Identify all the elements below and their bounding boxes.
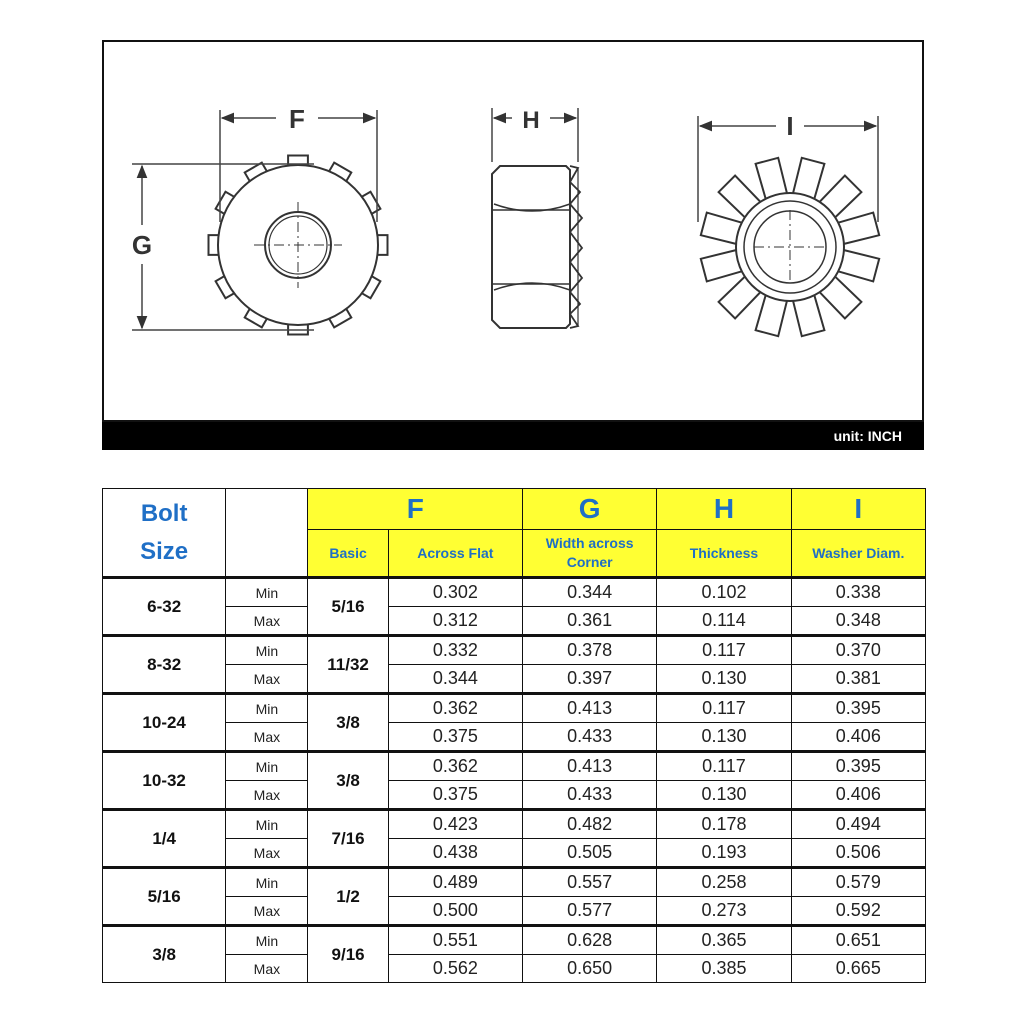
h-min-cell: 0.178 [657, 810, 791, 839]
max-label-cell: Max [226, 665, 308, 694]
bolt-size-cell: 8-32 [103, 636, 226, 694]
table-row [103, 926, 926, 955]
h-max-cell: 0.273 [657, 897, 791, 926]
max-label-cell: Max [226, 607, 308, 636]
dimension-label-h: H [522, 107, 540, 134]
f-min-cell: 0.489 [388, 868, 522, 897]
bolt-size-cell: 1/4 [103, 810, 226, 868]
i-min-cell: 0.370 [791, 636, 925, 665]
h-max-cell: 0.130 [657, 781, 791, 810]
h-max-cell: 0.385 [657, 955, 791, 983]
min-label-cell: Min [226, 810, 308, 839]
i-min-cell: 0.338 [791, 578, 925, 607]
table-row [103, 636, 926, 665]
side-view-drawing [492, 166, 582, 328]
g-max-cell: 0.361 [523, 607, 657, 636]
header-bolt-size [103, 489, 226, 578]
h-min-cell: 0.258 [657, 868, 791, 897]
min-label-cell: Min [226, 578, 308, 607]
i-max-cell: 0.406 [791, 723, 925, 752]
header-row-letters [103, 489, 926, 530]
g-max-cell: 0.433 [523, 781, 657, 810]
g-min-cell: 0.482 [523, 810, 657, 839]
h-min-cell: 0.117 [657, 636, 791, 665]
basic-size-cell: 7/16 [308, 810, 388, 868]
header-bolt-size-line2: Size [140, 537, 189, 565]
g-min-cell: 0.413 [523, 752, 657, 781]
dimensions-table [102, 488, 926, 983]
i-min-cell: 0.395 [791, 752, 925, 781]
g-min-cell: 0.557 [523, 868, 657, 897]
header-g: G [523, 489, 657, 530]
basic-size-cell: 3/8 [308, 752, 388, 810]
header-width-across-corner-line2: Corner [566, 554, 613, 570]
h-min-cell: 0.117 [657, 752, 791, 781]
header-washer-diam: Washer Diam. [791, 530, 925, 578]
header-f: F [308, 489, 523, 530]
header-width-across-corner-line1: Width across [545, 535, 634, 551]
basic-size-cell: 1/2 [308, 868, 388, 926]
dimension-label-g: G [131, 230, 153, 260]
h-max-cell: 0.193 [657, 839, 791, 868]
h-min-cell: 0.117 [657, 694, 791, 723]
min-label-cell: Min [226, 926, 308, 955]
f-min-cell: 0.423 [388, 810, 522, 839]
h-min-cell: 0.102 [657, 578, 791, 607]
f-min-cell: 0.551 [388, 926, 522, 955]
g-min-cell: 0.344 [523, 578, 657, 607]
header-thickness: Thickness [657, 530, 791, 578]
bolt-size-cell: 10-24 [103, 694, 226, 752]
table-row [103, 665, 926, 694]
bolt-size-cell: 10-32 [103, 752, 226, 810]
i-max-cell: 0.665 [791, 955, 925, 983]
g-max-cell: 0.650 [523, 955, 657, 983]
f-max-cell: 0.344 [388, 665, 522, 694]
i-max-cell: 0.592 [791, 897, 925, 926]
bolt-size-cell: 6-32 [103, 578, 226, 636]
max-label-cell: Max [226, 897, 308, 926]
back-view-drawing [701, 158, 879, 336]
basic-size-cell: 5/16 [308, 578, 388, 636]
f-max-cell: 0.562 [388, 955, 522, 983]
basic-size-cell: 3/8 [308, 694, 388, 752]
f-min-cell: 0.362 [388, 694, 522, 723]
header-i: I [791, 489, 925, 530]
unit-label: unit: INCH [833, 428, 902, 444]
f-max-cell: 0.312 [388, 607, 522, 636]
min-label-cell: Min [226, 752, 308, 781]
g-max-cell: 0.397 [523, 665, 657, 694]
max-label-cell: Max [226, 723, 308, 752]
h-max-cell: 0.130 [657, 665, 791, 694]
table-row [103, 839, 926, 868]
table-row [103, 897, 926, 926]
f-min-cell: 0.362 [388, 752, 522, 781]
g-max-cell: 0.577 [523, 897, 657, 926]
table-row [103, 694, 926, 723]
f-max-cell: 0.375 [388, 781, 522, 810]
g-min-cell: 0.413 [523, 694, 657, 723]
i-max-cell: 0.348 [791, 607, 925, 636]
h-max-cell: 0.114 [657, 607, 791, 636]
min-label-cell: Min [226, 868, 308, 897]
table-row [103, 723, 926, 752]
table-row [103, 810, 926, 839]
header-blank [226, 489, 308, 578]
table-row [103, 578, 926, 607]
header-h: H [657, 489, 791, 530]
i-max-cell: 0.506 [791, 839, 925, 868]
max-label-cell: Max [226, 839, 308, 868]
nut-drawings [104, 42, 926, 424]
bolt-size-cell: 5/16 [103, 868, 226, 926]
i-max-cell: 0.406 [791, 781, 925, 810]
g-min-cell: 0.628 [523, 926, 657, 955]
g-min-cell: 0.378 [523, 636, 657, 665]
i-min-cell: 0.651 [791, 926, 925, 955]
bolt-size-cell: 3/8 [103, 926, 226, 983]
h-min-cell: 0.365 [657, 926, 791, 955]
technical-drawing-panel [102, 40, 924, 422]
g-max-cell: 0.505 [523, 839, 657, 868]
h-max-cell: 0.130 [657, 723, 791, 752]
min-label-cell: Min [226, 694, 308, 723]
basic-size-cell: 11/32 [308, 636, 388, 694]
i-min-cell: 0.494 [791, 810, 925, 839]
unit-bar [102, 422, 924, 450]
basic-size-cell: 9/16 [308, 926, 388, 983]
header-width-across-corner [523, 530, 657, 578]
max-label-cell: Max [226, 955, 308, 983]
f-max-cell: 0.375 [388, 723, 522, 752]
header-across-flat: Across Flat [388, 530, 522, 578]
table-row [103, 868, 926, 897]
table-row [103, 781, 926, 810]
f-min-cell: 0.332 [388, 636, 522, 665]
f-max-cell: 0.438 [388, 839, 522, 868]
header-bolt-size-line1: Bolt [140, 499, 188, 527]
f-min-cell: 0.302 [388, 578, 522, 607]
max-label-cell: Max [226, 781, 308, 810]
table-row [103, 955, 926, 983]
i-max-cell: 0.381 [791, 665, 925, 694]
i-min-cell: 0.579 [791, 868, 925, 897]
header-basic: Basic [308, 530, 388, 578]
f-max-cell: 0.500 [388, 897, 522, 926]
table-row [103, 752, 926, 781]
i-min-cell: 0.395 [791, 694, 925, 723]
table-row [103, 607, 926, 636]
dimension-label-f: F [289, 104, 305, 134]
front-view-drawing [209, 156, 388, 335]
dimension-label-i: I [786, 111, 794, 141]
g-max-cell: 0.433 [523, 723, 657, 752]
min-label-cell: Min [226, 636, 308, 665]
